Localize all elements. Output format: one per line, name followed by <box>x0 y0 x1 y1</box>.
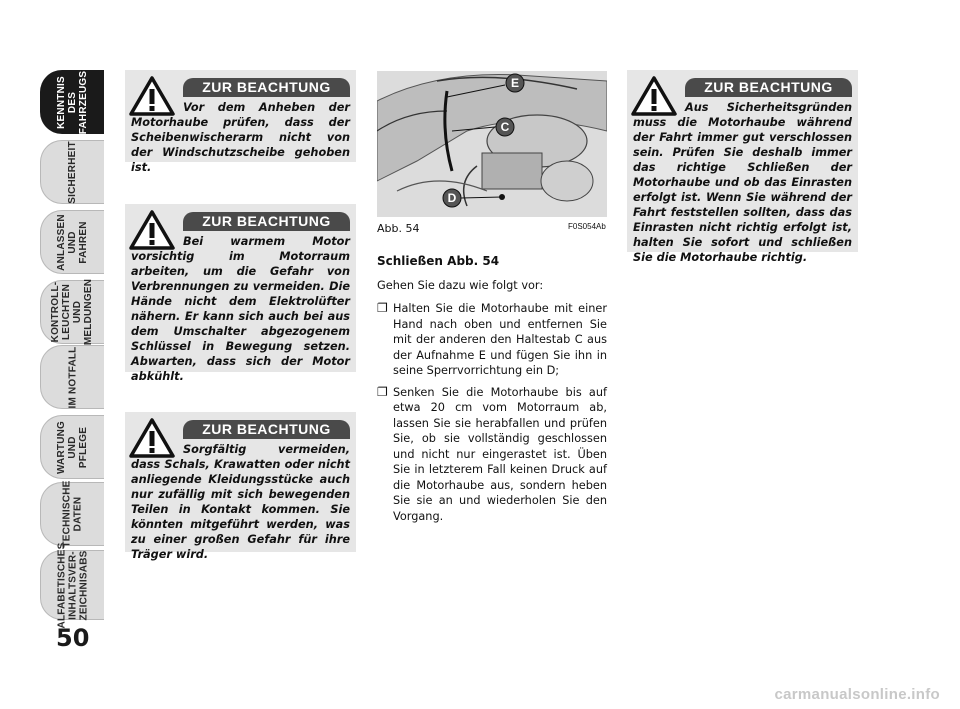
marker-d: D <box>447 191 457 205</box>
instructions <box>377 254 607 530</box>
watermark: carmanualsonline.info <box>774 686 940 703</box>
tab-technische-daten[interactable] <box>40 482 104 546</box>
marker-c: C <box>500 120 510 134</box>
warning-text: Bei warmem Motor vorsichtig im Motorraum arbeiten, um die Gefahr von Verbrennungen zu vermeiden. Die Hände nicht dem Elektrolüfter nähern. Er kann sich auch bei aus dem Umschalter abgezogenem Schlüssel in Bewegung setzen. Abwarten, dass sich der Motor abkühlt. <box>131 235 350 383</box>
step-text: Halten Sie die Motorhaube mit einer Hand nach oben und entfernen Sie mit der anderen den Haltestab C aus der Aufnahme E und fügen Sie ihn in seine Sperrvorrichtung ein D; <box>393 302 607 377</box>
tab-label: IM NOTFALL <box>67 346 78 408</box>
page-number: 50 <box>56 624 90 652</box>
tab-wartung-und-pflege[interactable] <box>40 415 104 479</box>
list-item <box>377 385 607 525</box>
checkbox-bullet-icon: ❐ <box>377 384 388 399</box>
tab-kontrollleuchten[interactable] <box>40 280 104 344</box>
tab-label: ALFABETISCHES INHALTSVER- ZEICHNISABS <box>56 542 90 628</box>
warning-heading: ZUR BEACHTUNG <box>685 78 852 97</box>
tab-label: WARTUNG UND PFLEGE <box>56 420 89 474</box>
tab-alfabetisches-inhaltsverzeichnis[interactable] <box>40 542 104 628</box>
tab-label: SICHERHEIT <box>67 140 78 204</box>
warning-text: Aus Sicherheitsgründen muss die Motorhaube während der Fahrt immer gut verschlossen sein. Prüfen Sie deshalb immer das richtige Schließen der Motorhaube und ob das Einrasten erfolgt ist. Wenn Sie während der Fahrt feststellen sollten, dass das Einrasten nicht richtig erfolgt ist, halten Sie sofort und schließen Sie die Motorhaube richtig. <box>633 101 852 264</box>
tab-anlassen-und-fahren[interactable] <box>40 210 104 274</box>
engine-illustration <box>377 71 607 217</box>
tab-label: ANLASSEN UND FAHREN <box>56 213 89 271</box>
marker-e: E <box>510 76 520 90</box>
tab-label: KONTROLL- LEUCHTEN UND MELDUNGEN <box>50 278 95 346</box>
warning-box <box>125 412 356 561</box>
checkbox-bullet-icon: ❐ <box>377 301 388 315</box>
warning-heading: ZUR BEACHTUNG <box>183 212 350 231</box>
warning-box <box>125 70 356 174</box>
section-heading: Schließen Abb. 54 <box>377 254 500 268</box>
warning-heading: ZUR BEACHTUNG <box>183 420 350 439</box>
warning-text: Vor dem Anheben der Motorhaube prüfen, dass der Scheibenwischerarm nicht von der Windschutzscheibe gehoben ist. <box>131 101 350 174</box>
tab-im-notfall[interactable] <box>40 345 104 409</box>
warning-box <box>627 70 858 264</box>
engine-compartment-figure <box>377 71 607 217</box>
warning-box <box>125 204 356 383</box>
tab-label: TECHNISCHE DATEN <box>61 480 84 548</box>
step-text: Senken Sie die Motorhaube bis auf etwa 20 cm vom Motorraum ab, lassen Sie sie herabfallen und prüfen Sie, ob sie vollständig geschlossen und nicht nur eingerastet ist. Üben Sie in letzterem Fall keinen Druck auf die Motorhaube aus, sondern heben Sie sie an und wiederholen Sie den Vorgang. <box>393 385 607 523</box>
list-item <box>377 301 607 379</box>
warning-text: Sorgfältig vermeiden, dass Schals, Krawatten oder nicht anliegende Kleidungsstücke auch nur zufällig mit sich bewegenden Teilen in Kontakt kommen. Sie könnten mitgeführt werden, was zu einer großen Gefahr für ihre Träger wird. <box>131 443 350 561</box>
steps-list <box>377 301 607 524</box>
tab-kenntnis-des-fahrzeugs[interactable] <box>40 70 104 134</box>
tab-label: KENNTNIS DES FAHRZEUGS <box>56 70 90 134</box>
figure-code: F0S054Ab <box>568 222 606 231</box>
tab-sicherheit[interactable] <box>40 140 104 204</box>
intro-text: Gehen Sie dazu wie folgt vor: <box>377 278 544 292</box>
warning-heading: ZUR BEACHTUNG <box>183 78 350 97</box>
figure-caption: Abb. 54 <box>377 222 420 235</box>
